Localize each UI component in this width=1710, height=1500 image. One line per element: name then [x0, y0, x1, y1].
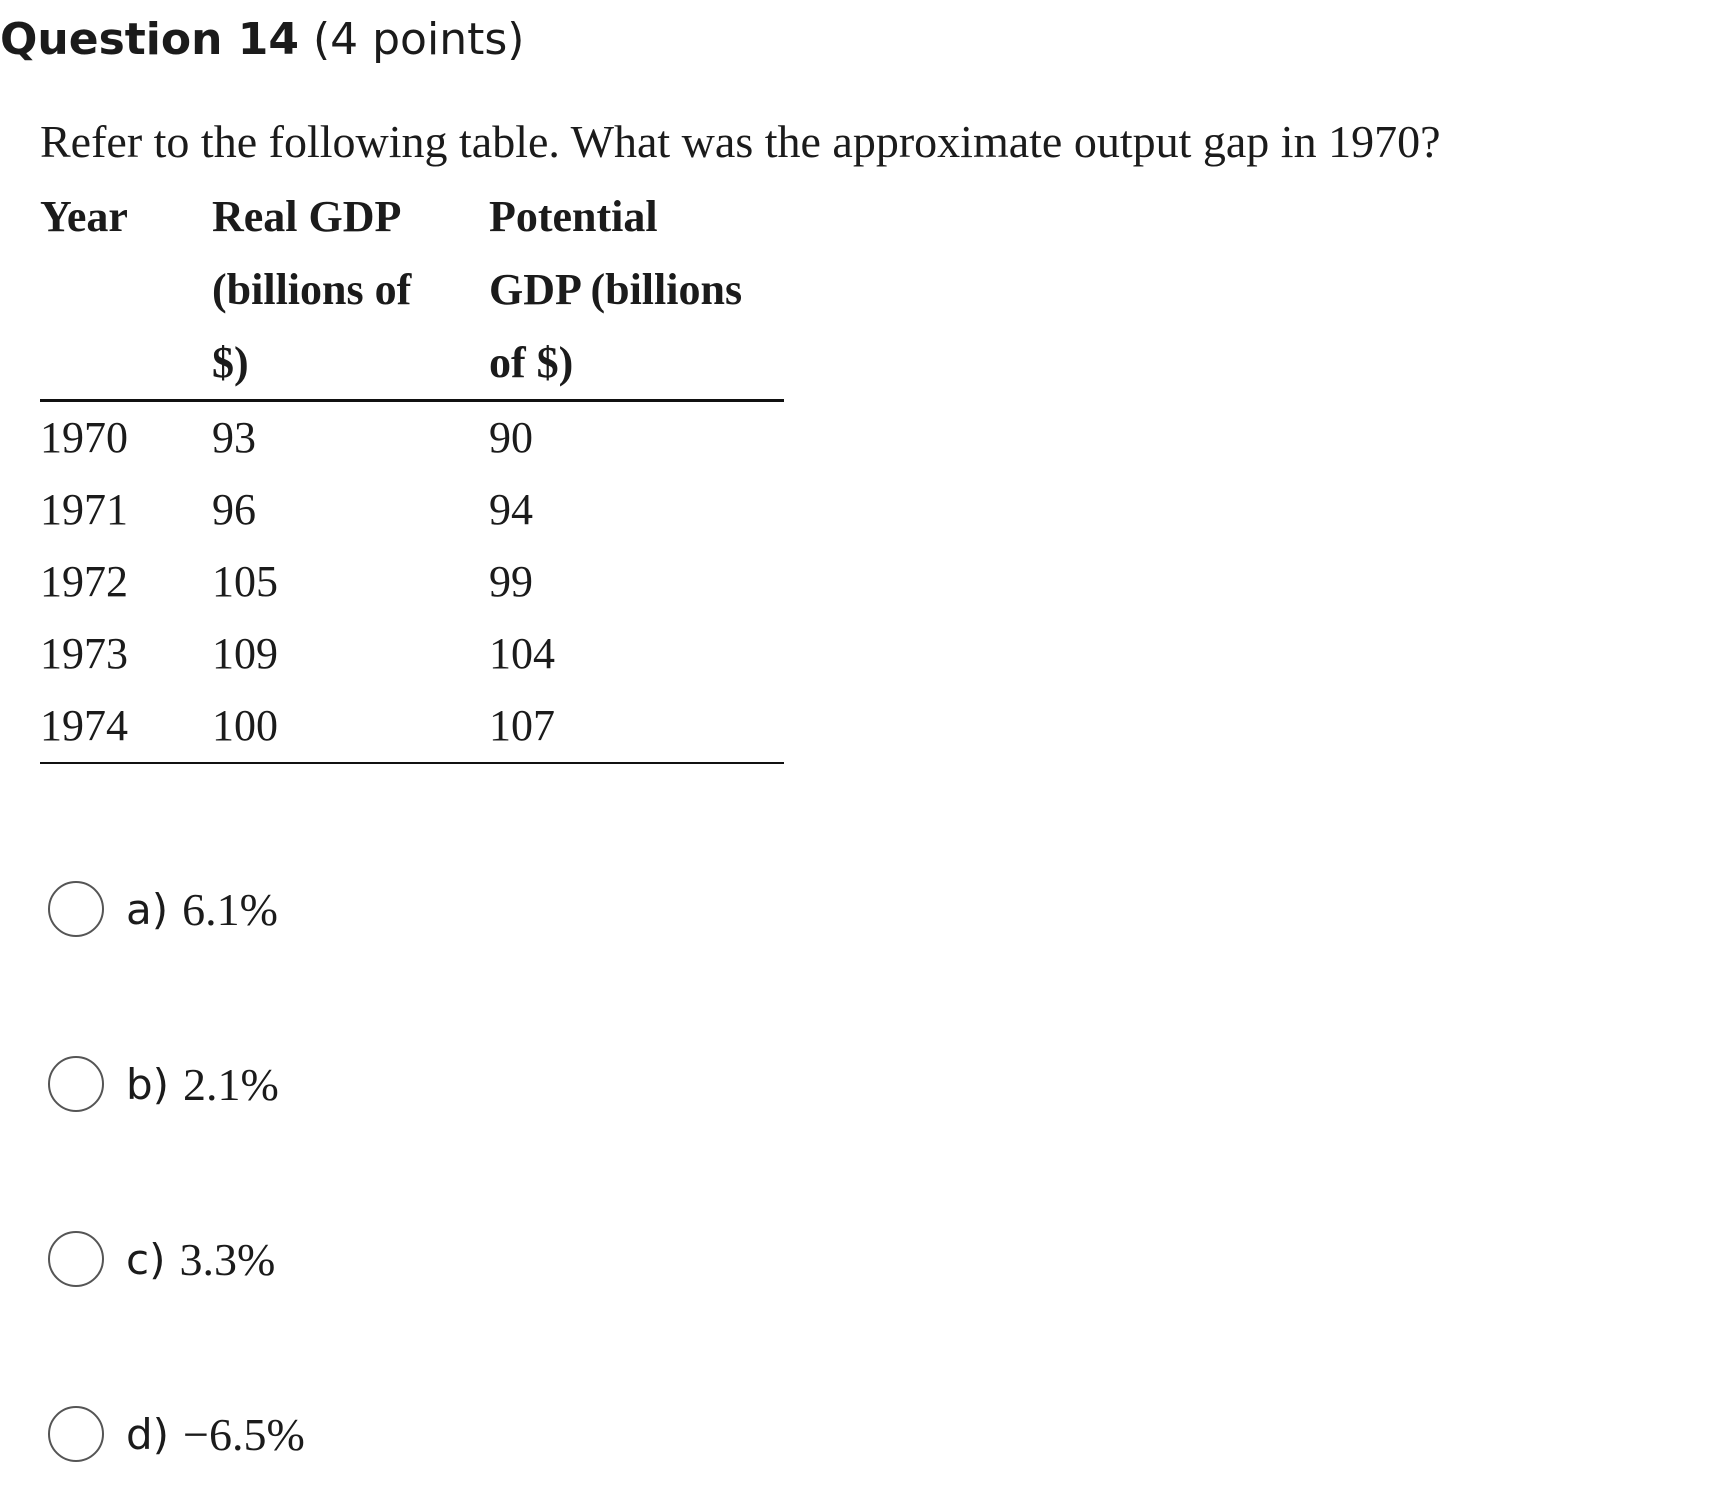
- cell-year: 1971: [40, 485, 128, 534]
- cell-real-gdp: 93: [212, 413, 256, 462]
- question-prompt: Refer to the following table. What was the approximate output gap in 1970?: [40, 116, 1441, 167]
- header-potential-gdp: [489, 180, 784, 401]
- cell-potential-gdp: 104: [489, 629, 555, 678]
- option-c[interactable]: [48, 1228, 275, 1290]
- header-line: Real GDP: [212, 192, 402, 241]
- radio-button-c[interactable]: [48, 1231, 104, 1287]
- cell-real-gdp: 105: [212, 557, 278, 606]
- cell-real-gdp: 96: [212, 485, 256, 534]
- question-points: (4 points): [312, 14, 525, 65]
- option-b[interactable]: [48, 1053, 279, 1115]
- table-row: [40, 618, 784, 690]
- header-line: Potential: [489, 192, 658, 241]
- header-line: $): [212, 338, 249, 387]
- cell-year: 1970: [40, 413, 128, 462]
- header-line: Year: [40, 192, 128, 241]
- cell-potential-gdp: 107: [489, 701, 555, 750]
- table-row: [40, 690, 784, 763]
- cell-year: 1973: [40, 629, 128, 678]
- radio-button-d[interactable]: [48, 1406, 104, 1462]
- option-value: 2.1%: [183, 1058, 279, 1110]
- option-letter: d): [126, 1409, 170, 1459]
- table-row: [40, 546, 784, 618]
- radio-button-a[interactable]: [48, 881, 104, 937]
- cell-potential-gdp: 94: [489, 485, 533, 534]
- option-letter: b): [126, 1059, 170, 1109]
- cell-potential-gdp: 99: [489, 557, 533, 606]
- cell-year: 1974: [40, 701, 128, 750]
- cell-real-gdp: 100: [212, 701, 278, 750]
- header-line: of $): [489, 338, 574, 387]
- header-year: [40, 180, 212, 401]
- header-real-gdp: [212, 180, 489, 401]
- option-value: 6.1%: [182, 883, 278, 935]
- question-title: Question 14: [0, 14, 299, 65]
- question-header: [0, 12, 524, 68]
- option-letter: a): [126, 884, 169, 934]
- option-value: −6.5%: [183, 1408, 305, 1460]
- option-letter: c): [126, 1234, 166, 1284]
- radio-button-b[interactable]: [48, 1056, 104, 1112]
- cell-real-gdp: 109: [212, 629, 278, 678]
- table-row: [40, 474, 784, 546]
- table-row: [40, 401, 784, 475]
- option-d[interactable]: [48, 1403, 305, 1465]
- header-line: (billions of: [212, 265, 412, 314]
- option-a[interactable]: [48, 878, 278, 940]
- cell-year: 1972: [40, 557, 128, 606]
- table-header-row: [40, 180, 784, 401]
- cell-potential-gdp: 90: [489, 413, 533, 462]
- gdp-table: [40, 180, 784, 764]
- option-value: 3.3%: [179, 1233, 276, 1285]
- header-line: GDP (billions: [489, 265, 743, 314]
